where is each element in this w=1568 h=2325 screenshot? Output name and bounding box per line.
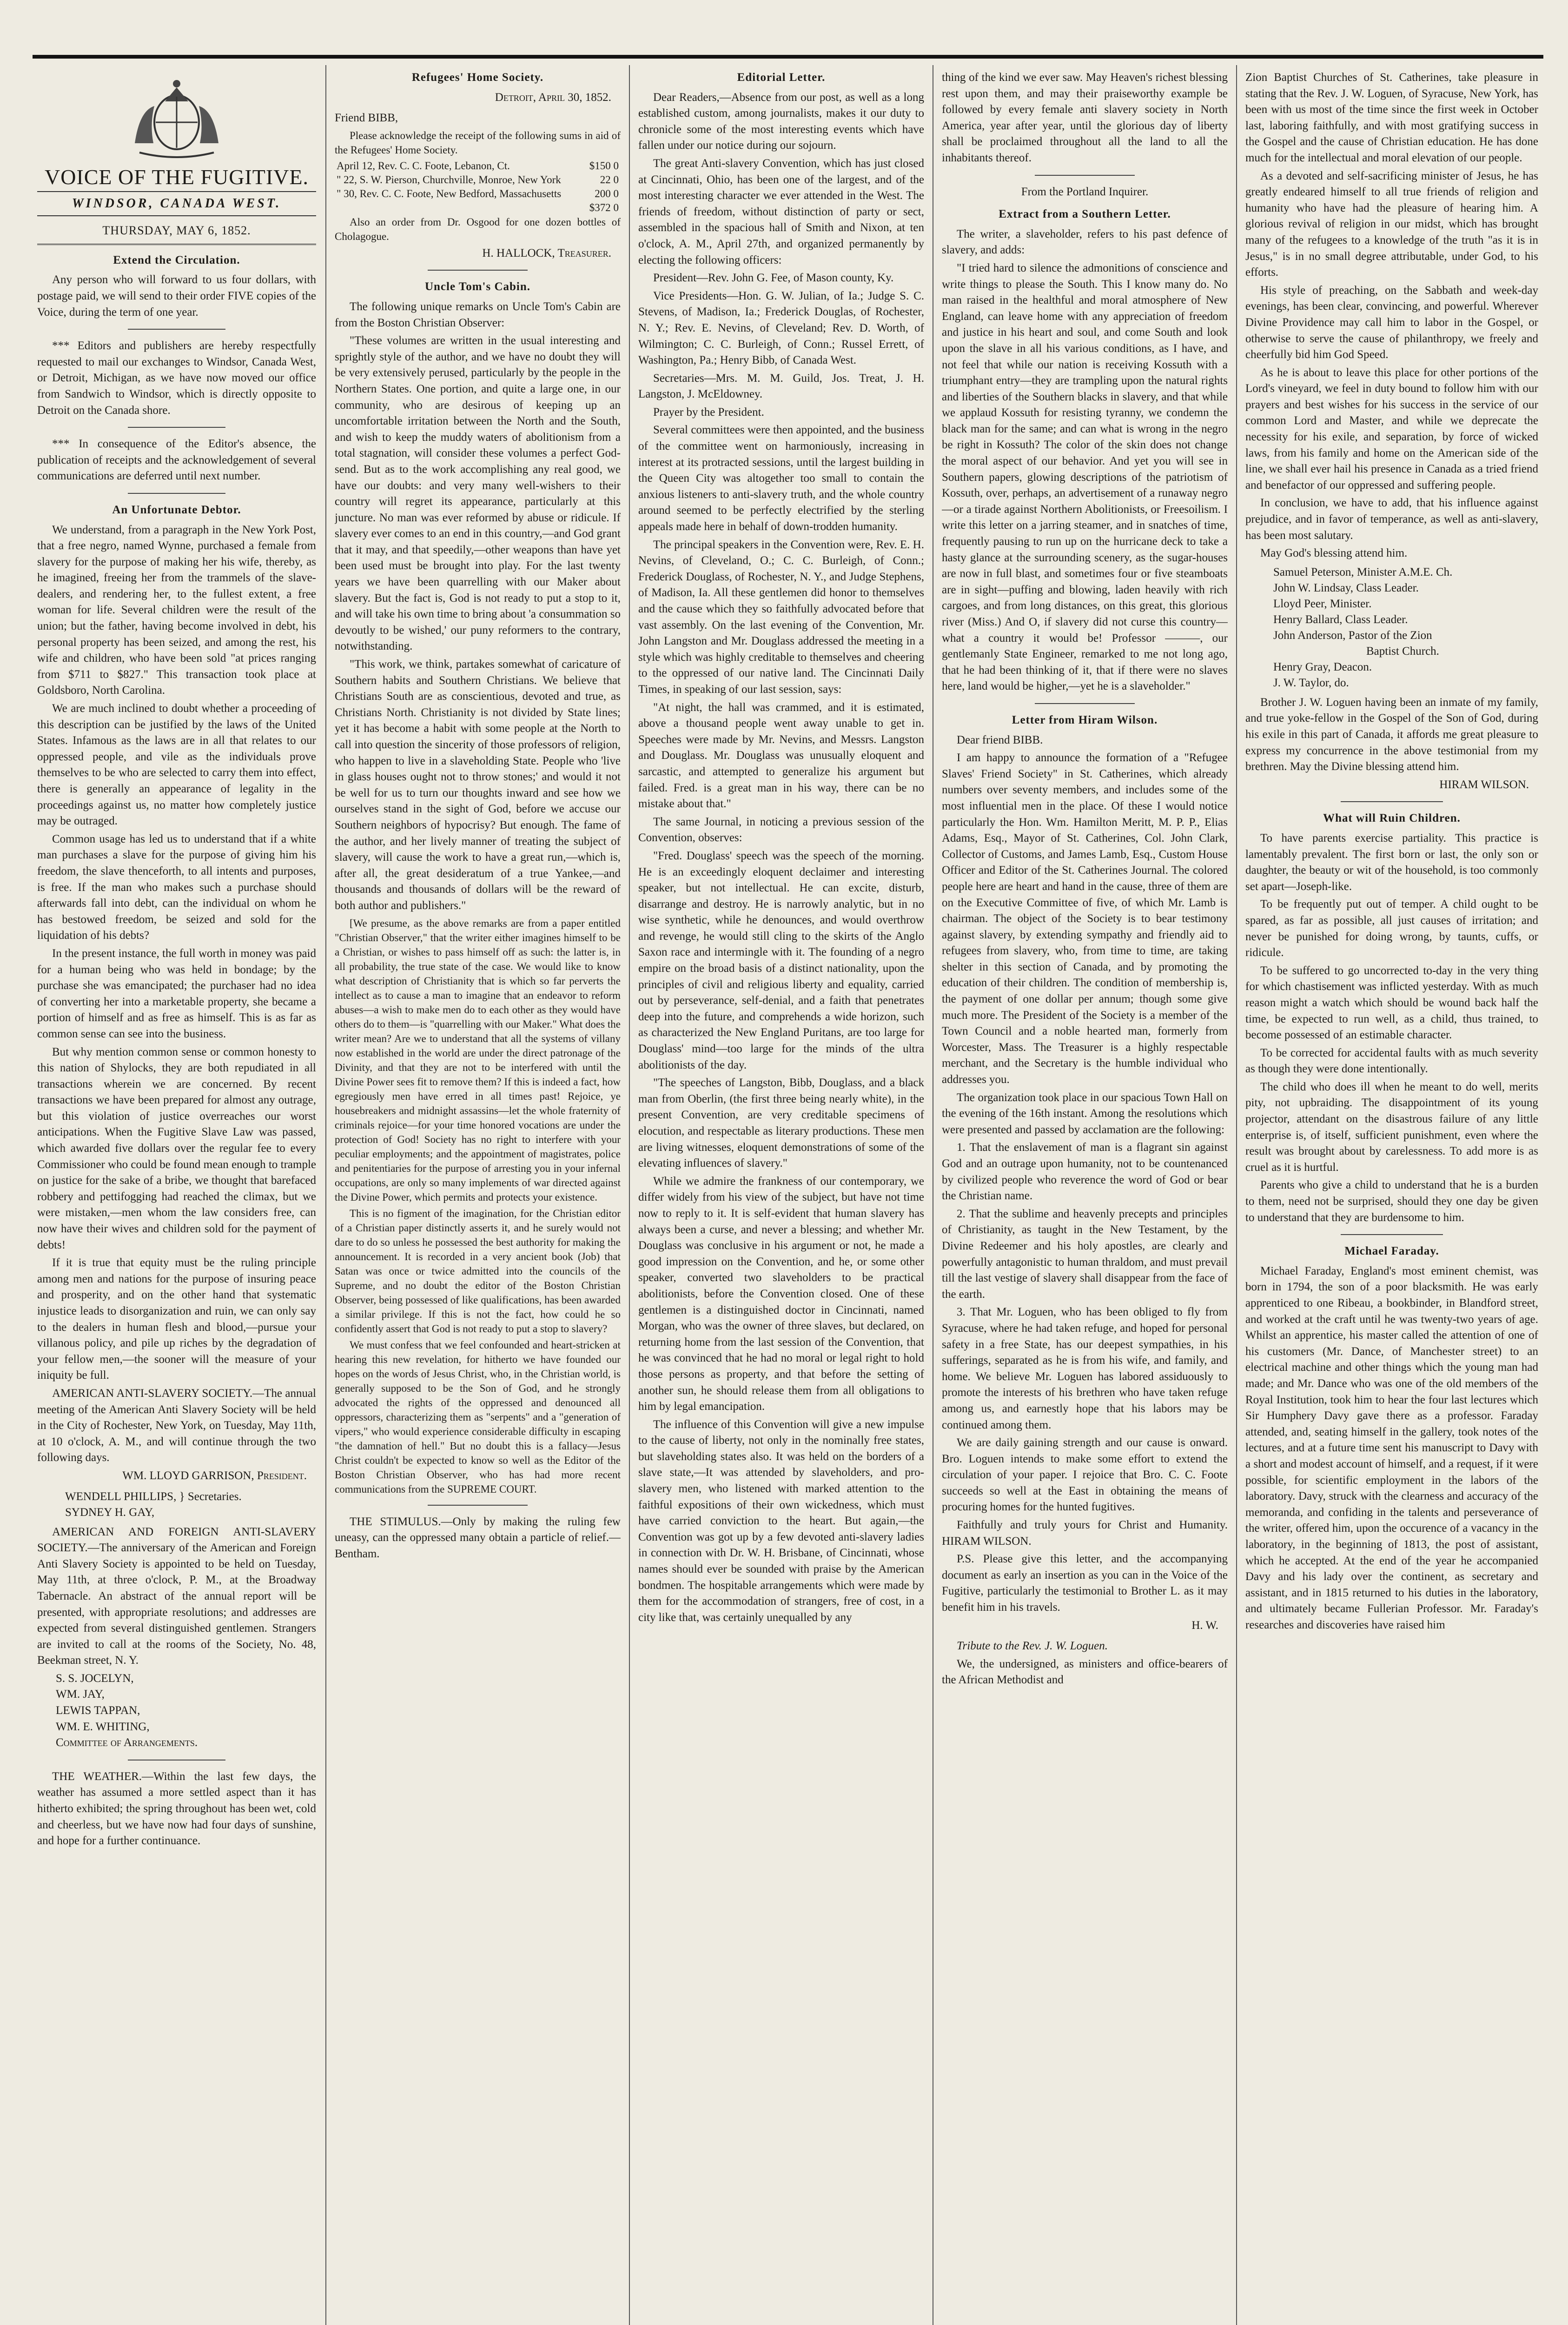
- paragraph: Vice Presidents—Hon. G. W. Julian, of Ia.; Judge S. C. Stevens, of Madison, Ia.; Frederick Douglas, of Rochester, N. Y.; Rev. E. Nevins, of Cleveland; Rev. D. Worth, of Wilmington; C. C. Burleigh, of Conn.; Russel Errett, of Washington, Pa.; Henry Bibb, of Canada West.: [638, 289, 924, 367]
- paragraph: *** Editors and publishers are hereby respectfully requested to mail our exchanges to Windsor, Canada West, or Detroit, Michigan, as we have now moved our office from Sandwich to Windsor, which is directly opposite to Detroit on the Canada shore.: [37, 339, 316, 417]
- paper-title: VOICE OF THE FUGITIVE.: [44, 165, 309, 189]
- paragraph: Prayer by the President.: [653, 405, 764, 418]
- paragraph: While we admire the frankness of our contemporary, we differ widely from his view of the subject, but have not time now to reply to it. It is self-evident that human slavery has always been a curse, and never a blessing; and whether Mr. Douglass was conclusive in his argument or not, he made a good impression on the Convention, and he, or some other speaker, converted two slaveholders to be practical abolitionists, before the Convention closed. One of these gentlemen is a distinguished doctor in Cincinnati, named Morgan, who was the owner of three slaves, but declared, on returning home from the last session of the Convention, that he was convinced that he had no moral or legal right to hold those persons as property, and that before the setting of another sun, he should release them from all obligations to him by legal emancipation.: [638, 1175, 924, 1413]
- paragraph: We are much inclined to doubt whether a proceeding of this description can be justified by the laws of the United States. Infamous as the laws are in all that relates to our oppressed people, and vile as the individuals prove themselves to be who are selected to carry them into effect, there is generally an appearance of legality in the proceedings against us, no matter how completely justice may be outraged.: [37, 702, 316, 828]
- signature-line: WENDELL PHILLIPS, } Secretaries.: [65, 1490, 242, 1503]
- divider: [1035, 175, 1135, 176]
- paragraph: The writer, a slaveholder, refers to his past defence of slavery, and adds:: [942, 227, 1228, 257]
- committee-list: [56, 1671, 316, 1751]
- paragraph: "I tried hard to silence the admonitions of conscience and write things to please the South. This I know many do. No man raised in the healthful and moral atmosphere of New England, can leave home with any appreciation of freedom and justice in his heart and soul, and come South and look upon the slave in all his various conditions, as I have, and not feel that while our nation is receiving Kossuth with a triumphant entry—they are trampling upon the natural rights and liberties of the Southern blacks in slavery, and that while we applaud Kossuth for resisting tyranny, we condemn the black man for the same; and can what is wrong in the negro be right in Kossuth? The color of the skin does not change the moral aspect of our behavior. And yet you will see in Southern papers, glowing descriptions of the patriotism of Kossuth, over, perhaps, an advertisement of a runaway negro—or a tirade against Northern Abolitionists, or Freesoilism. I write this letter on a jarring steamer, and in snatches of time, frequently pausing to run up on the hurricane deck to take a hasty glance at the surrounding scenery, as the sugar-houses are now in full blast, and sometimes four or five steamboats are in sight—puffing and blowing, laden heavily with rich cargoes, and from long distances, on this great, this glorious river (Miss.) And O, if slavery did not curse this country—what a country it would be! Professor ———, our gentlemanly State Engineer, remarked to me not long ago, that he had been thinking of it, that if there were no slaves here, land would be higher,—yet he is a slaveholder.": [942, 261, 1228, 693]
- paragraph: thing of the kind we ever saw. May Heaven's richest blessing rest upon them, and may their praiseworthy example be followed by every female anti slavery society in North America, year after year, until the glorious day of liberty shall be proclaimed throughout all the land to all the inhabitants thereof.: [942, 71, 1228, 164]
- paragraph: I am happy to announce the formation of a "Refugee Slaves' Friend Society" in St. Catherines, which already numbers over seventy members, and includes some of the most influential men in the place. Of these I would notice particularly the Hon. Wm. Hamilton Meritt, M. P. P., Elias Adams, Esq., Mayor of St. Catherines, Col. John Clark, Collector of Customs, and James Lamb, Esq., Custom House Officer and Editor of the St. Catherines Journal. The colored people here are heart and hand in the cause, three of them are on the Executive Committee of five, of which Mr. Lamb is chairman. The object of the Society is to bear testimony against slavery, by extending sympathy and friendly aid to refugees from slavery, who, from time to time, are taking shelter in this section of Canada, and by promoting the education of their children. The condition of membership is, the payment of one dollar per annum; though some give much more. The President of the Society is a member of the Town Council and a noble hearted man, formerly from Worcester, Mass. The Treasurer is a highly respectable merchant, and the Secretary is the humble individual who addresses you.: [942, 751, 1228, 1086]
- paragraph: To have parents exercise partiality. This practice is lamentably prevalent. The first born or last, the only son or daughter, the beauty or wit of the household, is too commonly set apart—Joseph-like.: [1245, 831, 1538, 893]
- paragraph: We understand, from a paragraph in the New York Post, that a free negro, named Wynne, purchased a female from slavery for the purpose of making her his wife, thereby, as he imagined, freeing her from the trammels of the slave-dealers, and rendering her, to the fullest extent, a free woman for life. Several children were the result of the union; but the father, having become involved in debt, his personal property has been seized, and among the rest, his wife and children, who have been sold "at prices ranging from $711 to $827." This transaction took place at Goldsboro, North Carolina.: [37, 523, 316, 697]
- paragraph: "These volumes are written in the usual interesting and sprightly style of the author, and we have no doubt they will be very extensively perused, particularly by the people in the Northern States. One portion, and quite a large one, in our community, who are desirous of keeping up an uncomfortable irritation between the North and the South, and wish to keep the muddy waters of abolitionism from a total stagnation, will consider these volumes a perfect God-send. But as to the work accomplishing any real good, we have our doubts: and very many well-wishers to their country will regret its appearance, particularly at this juncture. No man was ever reformed by abuse or ridicule. If slavery ever comes to an end in this country,—and God grant that it may, and that speedily,—other weapons than have yet been used must be brought into play. For the last twenty years we have been quarrelling with our Maker about slavery. But the fact is, God is not ready to put a stop to it, and will take his own time to bring about 'a consummation so devoutly to be wished,' our puny reformers to the contrary, notwithstanding.: [335, 334, 621, 653]
- royal-crest-icon: [121, 73, 232, 162]
- committee-name: WM. JAY,: [56, 1688, 105, 1701]
- signatory: Henry Gray, Deacon.: [1273, 660, 1372, 673]
- dateline: Detroit, April 30, 1852.: [495, 91, 611, 104]
- paragraph: Please acknowledge the receipt of the following sums in aid of the Refugees' Home Society.: [335, 129, 621, 156]
- signature: WM. LLOYD GARRISON, President.: [122, 1469, 307, 1482]
- issue-date: THURSDAY, MAY 6, 1852.: [37, 223, 316, 245]
- column-2: [335, 70, 621, 2325]
- paragraph: THE WEATHER.—Within the last few days, the weather has assumed a more settled aspect than it has hitherto exhibited; the spring throughout has been wet, cold and cheerless, but we have now had four days of sunshine, and hope for a further continuance.: [37, 1770, 316, 1847]
- divider: [428, 270, 528, 271]
- column-4: [942, 70, 1228, 2325]
- article-heading: Letter from Hiram Wilson.: [1012, 713, 1158, 726]
- divider: [128, 427, 225, 428]
- table-row: [335, 159, 621, 173]
- paragraph: His style of preaching, on the Sabbath and week-day evenings, has been clear, convincing, and powerful. Wherever Divine Providence may call him to labor in the Gospel, or otherwise to serve the cause of philanthropy, we freely and cheerfully bid him God Speed.: [1245, 284, 1538, 361]
- paragraph: In the present instance, the full worth in money was paid for a human being who was held in bondage; by the purchase she was emancipated; the purchaser had no idea of converting her into a marketable property, she became a portion of himself and as free as himself. This is as far as common sense can see into the business.: [37, 947, 316, 1040]
- divider: [428, 1505, 528, 1506]
- paragraph: P.S. Please give this letter, and the accompanying document as early an insertion as you can in the Voice of the Fugitive, particularly the testimonial to Brother L. as it may benefit him in his travels.: [942, 1553, 1228, 1614]
- signatory: Samuel Peterson, Minister A.M.E. Ch.: [1273, 565, 1453, 578]
- signature-block: [65, 1489, 316, 1521]
- signatory: Henry Ballard, Class Leader.: [1273, 613, 1408, 626]
- article-heading: Extract from a Southern Letter.: [999, 208, 1171, 221]
- divider: [128, 329, 225, 330]
- receipt-item: April 12, Rev. C. C. Foote, Lebanon, Ct.: [337, 159, 510, 172]
- paragraph: The great Anti-slavery Convention, which has just closed at Cincinnati, Ohio, has been one of the largest, and of the most interesting character we ever attended in the West. The friends of freedom, without distinction of party or sect, assembled in the spacious hall of Smith and Nixon, at ten o'clock, A. M., April 27th, and organized permanently by electing the following officers:: [638, 157, 924, 266]
- column-rule: [629, 65, 630, 2325]
- paragraph: Brother J. W. Loguen having been an inmate of my family, and true yoke-fellow in the Gospel of the Son of God, during his exile in this part of Canada, it affords me great pleasure to express my concurrence in the above testimonial from my brethren. May the Divine blessing attend him.: [1245, 696, 1538, 773]
- paragraph: 1. That the enslavement of man is a flagrant sin against God and an outrage upon humanity, not to be countenanced by civilized people who reverence the word of God or bear the Christian name.: [942, 1141, 1228, 1202]
- signature: HIRAM WILSON.: [1439, 778, 1529, 791]
- signatory: Lloyd Peer, Minister.: [1273, 597, 1372, 610]
- paragraph: 3. That Mr. Loguen, who has been obliged to fly from Syracuse, where he had taken refuge, and hoped for personal safety in a free State, has our deepest sympathies, in his sufferings, separated as he is from his wife, and family, and home. We believe Mr. Loguen has labored assiduously to promote the interests of his brethren who have taken refuge among us, and earnestly hope that his labors may be continued among them.: [942, 1306, 1228, 1431]
- paragraph: [We presume, as the above remarks are from a paper entitled "Christian Observer," that the writer either imagines himself to be a Christian, or wishes to pass himself off as such: the latter is, in all probability, the true state of the case. We would like to know what description of Christianity that is which so far perverts the intellect as to cause a man to imagine that an endeavor to reform abuses—a wish to make men do to each other as they would have others do to them—is "quarrelling with our Maker." What does the writer mean? Are we to understand that all the systems of villany now established in the world are under the direct patronage of the Divinity, and that they are not to be interfered with until the Divine Power sees fit to remove them? If this is indeed a fact, how egregiously men have erred in all times past! Rejoice, ye housebreakers and midnight assassins—let the whole fraternity of criminals rejoice—for your time honored vocations are under the protection of God! Society has no right to interfere with your peculiar employments; and the appointment of magistrates, police and penitentiaries for the purpose of arresting you in your infernal occupations, are only so many implements of war directed against the Divine Power, which permits and protects your existence.: [335, 917, 621, 1203]
- paragraph: President—Rev. John G. Fee, of Mason county, Ky.: [653, 272, 894, 285]
- paragraph: We are daily gaining strength and our cause is onward. Bro. Loguen intends to make some effort to extend the circulation of your paper. I rejoice that Bro. C. C. Foote succeeds so well at the East in obtaining the means of procuring homes for the hunted fugitives.: [942, 1436, 1228, 1514]
- divider: [1341, 801, 1443, 802]
- column-5: [1245, 70, 1538, 2325]
- paragraph: The organization took place in our spacious Town Hall on the evening of the 16th instant. Among the resolutions which were presented and passed by acclamation are the following:: [942, 1091, 1228, 1136]
- article-heading: Michael Faraday.: [1344, 1245, 1439, 1258]
- column-rule: [1236, 65, 1237, 2325]
- paragraph: If it is true that equity must be the ruling principle among men and nations for the purpose of insuring peace and prosperity, and on the other hand that systematic injustice leads to disorganization and ruin, we can only say to the dealers in human flesh and blood,—pursue your villanous policy, and pile up riches by the degradation of your fellow men,—the sooner will the measure of your iniquity be full.: [37, 1256, 316, 1382]
- signature: H. W.: [1191, 1619, 1218, 1632]
- paragraph: We must confess that we feel confounded and heart-stricken at hearing this new revelation, for hitherto we have founded our hopes on the words of Jesus Christ, who, in the Christian world, is generally supposed to be the Son of God, and he strongly advocated the rights of the oppressed and denounced all oppressors, characterizing them as "serpents" and a "generation of vipers," who would experience considerable difficulty in escaping "the damnation of hell." But no doubt this is a fallacy—Jesus Christ couldn't be expected to know so well as the Editor of the Boston Christian Observer, who has had more recent communications from the SUPREME COURT.: [335, 1339, 621, 1495]
- article-heading: What will Ruin Children.: [1323, 812, 1461, 825]
- paragraph: *** In consequence of the Editor's absence, the publication of receipts and the acknowledgement of several communications are deferred until next number.: [37, 438, 316, 483]
- paragraph: Zion Baptist Churches of St. Catherines, take pleasure in stating that the Rev. J. W. Loguen, of Syracuse, New York, has been with us most of the time since the first week in October last, laboring faithfully, and with most gratifying success in the Gospel and the cause of Christian education. He has done much for the intellectual and moral elevation of our people.: [1245, 71, 1538, 164]
- table-row: [335, 173, 621, 187]
- salutation: Dear friend BIBB.: [957, 733, 1043, 746]
- receipt-item: " 22, S. W. Pierson, Churchville, Monroe, New York: [337, 173, 561, 186]
- paragraph: Michael Faraday, England's most eminent chemist, was born in 1794, the son of a poor blacksmith. He was early apprenticed to one Ribeau, a bookbinder, in Blandford street, and worked at the craft until he was twenty-two years of age. Whilst an apprentice, his master called the attention of one of his customers (Mr. Dance, of Manchester street) to an electrical machine and other things which the young man had made; and Mr. Dance who was one of the old members of the Royal Institution, took him to hear the four last lectures which Sir Humphery Davy gave there as a professor. Faraday attended, and, seating himself in the gallery, took notes of the lectures, and at a future time sent his manuscript to Davy with a short and modest account of himself, and a request, if it were possible, for scientific employment in the labors of the laboratory. Davy, struck with the clearness and accuracy of the memoranda, and confiding in the talents and perseverance of the writer, offered him, upon the occurence of a vacancy in the laboratory, in the beginning of 1813, the post of assistant, which he accepted. At the end of the year he accompanied Davy and his lady over the continent, as secretary and assistant, and in 1815 returned to his duties in the laboratory, and ultimately became Fullerian Professor. Mr. Faraday's researches and discoveries have raised him: [1245, 1264, 1538, 1631]
- paragraph: To be suffered to go uncorrected to-day in the very thing for which chastisement was inflicted yesterday. With as much reason might a watch which should be wound back half the time, be expected to run well, as a child, thus trained, to become possessed of an estimable character.: [1245, 964, 1538, 1042]
- paragraph: This is no figment of the imagination, for the Christian editor of a Christian paper distinctly asserts it, and he surely would not dare to do so unless he possessed the best authority for making the announcement. It is recorded in a very ancient book (Job) that Satan was once or twice admitted into the councils of the Supreme, and no doubt the editor of the Boston Christian Observer, being possessed of like qualifications, has been awarded a similar privilege. If this is not the fact, how could he so confidently assert that God is not ready to put a stop to slavery?: [335, 1207, 621, 1335]
- paragraph: The principal speakers in the Convention were, Rev. E. H. Nevins, of Cleveland, O.; C. C. Burleigh, of Conn.; Frederick Douglass, of Rochester, N. Y., and Judge Stephens, of Madison, Ia. All these gentlemen did honor to themselves and the cause which they so faithfully advocated before that vast assembly. On the last evening of the Convention, Mr. John Langston and Mr. Douglass addressed the meeting in a style which was highly creditable to themselves and cheering to the oppressed of our native land. The Cincinnati Daily Times, in speaking of our last session, says:: [638, 538, 924, 696]
- receipt-item: [335, 201, 584, 215]
- committee-name: LEWIS TAPPAN,: [56, 1704, 140, 1717]
- receipt-amount: $150 0: [589, 159, 619, 172]
- paragraph: AMERICAN AND FOREIGN ANTI-SLAVERY SOCIETY.—The anniversary of the American and Foreign Anti Slavery Society is appointed to be held on Tuesday, May 11th, at three o'clock, P. M., at the Broadway Tabernacle. An abstract of the annual report will be presented, with appropriate resolutions; and addresses are expected from several distinguished gentlemen. Strangers are invited to call at the rooms of the Society, No. 48, Beekman street, N. Y.: [37, 1525, 316, 1667]
- receipt-amount: 22 0: [600, 173, 619, 186]
- paper-subtitle: WINDSOR, CANADA WEST.: [37, 191, 316, 217]
- divider: [128, 493, 225, 494]
- signatory: J. W. Taylor, do.: [1273, 676, 1349, 689]
- paragraph: Secretaries—Mrs. M. M. Guild, Jos. Treat, J. H. Langston, J. McEldowney.: [638, 372, 924, 401]
- committee-name: WM. E. WHITING,: [56, 1720, 150, 1733]
- paragraph: THE STIMULUS.—Only by making the ruling few uneasy, can the oppressed many obtain a particle of relief.—Bentham.: [335, 1515, 621, 1560]
- committee-name: Committee of Arrangements.: [56, 1736, 198, 1749]
- column-3: [638, 70, 924, 2325]
- paragraph: Dear Readers,—Absence from our post, as well as a long established custom, among journalists, makes it our duty to chronicle some of the most interesting events which have fallen under our notice during our sojourn.: [638, 91, 924, 152]
- signatories-list: [1273, 565, 1538, 691]
- receipts-table: [335, 159, 621, 215]
- paragraph: Common usage has led us to understand that if a white man purchases a slave for the purpose of giving him his freedom, the slave thenceforth, to all intents and purposes, is free. If the man who makes such a purchase should afterwards fall into debt, can the individual on whom he has bestowed freedom, be seized and sold for the liquidation of his debts?: [37, 832, 316, 942]
- article-heading: Extend the Circulation.: [113, 253, 240, 266]
- paragraph: Several committees were then appointed, and the business of the committee went on harmoniously, increasing in interest at its protracted sessions, until the largest building in the Queen City was altogether too small to contain the anxious listeners to anti-slavery truth, and the whole country around seemed to be perfectly electrified by the sterling appeals made here in behalf of down-trodden humanity.: [638, 424, 924, 533]
- article-heading: Refugees' Home Society.: [411, 71, 544, 84]
- column-1: [37, 70, 316, 2325]
- paragraph: "At night, the hall was crammed, and it is estimated, above a thousand people went away unable to get in. Speeches were made by Mr. Nevins, and Messrs. Langston and Douglass. Mr. Douglass was unusually eloquent and sarcastic, and attempted to generalize his argument but failed. Fred. is a great man in his way, there can be no mistake about that.": [638, 701, 924, 810]
- table-row: [335, 201, 621, 215]
- divider: [1035, 703, 1135, 704]
- paragraph: The child who does ill when he meant to do well, merits pity, not upbraiding. The disappointment of its young projector, attendant on the disastrous failure of any little enterprise is, of itself, sufficient punishment, even where the result was brought about by carelessness. To add more is as cruel as it is hurtful.: [1245, 1080, 1538, 1174]
- paragraph: Parents who give a child to understand that he is a burden to them, need not be surprised, should they one day be given to understand that they are burdensome to him.: [1245, 1179, 1538, 1224]
- paragraph: 2. That the sublime and heavenly precepts and principles of Christianity, as taught in the New Testament, by the Divine Redeemer and his holy apostles, are clearly and powerfully antagonistic to human thraldom, and must prevail till the last vestige of slavery shall disappear from the face of the earth.: [942, 1207, 1228, 1301]
- masthead: [37, 73, 316, 245]
- paragraph: But why mention common sense or common honesty to this nation of Shylocks, they are both repudiated in all transactions wherein we are concerned. By recent transactions we have been prepared for almost any outrage, but this violation of justice overreaches our worst anticipations. When the Fugitive Slave Law was passed, which awarded five dollars over the regular fee to every Commissioner who could be found mean enough to trample on justice for the sake of a bribe, we thought that barefaced robbery and pettifogging had reached the climax, but we were mistaken,—men whom the law considers free, can now have their wives and children sold for the payment of debts!: [37, 1045, 316, 1251]
- paragraph: Any person who will forward to us four dollars, with postage paid, we will send to their order FIVE copies of the Voice, during the term of one year.: [37, 273, 316, 319]
- top-rule: [33, 55, 1543, 59]
- article-heading: An Unfortunate Debtor.: [112, 503, 241, 516]
- paragraph: As a devoted and self-sacrificing minister of Jesus, he has greatly endeared himself to all true friends of religion and humanity who have had the pleasure of hearing him. A glorious revival of religion in our midst, which has brought many of the refugees to a knowledge of the truth "as it is in Jesus," is in no small degree attributable, under God, to his efforts.: [1245, 169, 1538, 279]
- salutation: Friend BIBB,: [335, 112, 398, 125]
- paragraph: May God's blessing attend him.: [1260, 547, 1408, 560]
- signature-line: SYDNEY H. GAY,: [65, 1506, 155, 1519]
- paragraph: The same Journal, in noticing a previous session of the Convention, observes:: [638, 815, 924, 844]
- article-heading: Editorial Letter.: [737, 71, 826, 84]
- paragraph: Faithfully and truly yours for Christ and Humanity. HIRAM WILSON.: [942, 1519, 1228, 1548]
- table-row: [335, 187, 621, 201]
- article-heading: Uncle Tom's Cabin.: [424, 280, 531, 293]
- signatory: Baptist Church.: [1366, 644, 1439, 658]
- divider: [1341, 1234, 1443, 1235]
- source-credit: From the Portland Inquirer.: [1021, 185, 1149, 198]
- receipt-item: " 30, Rev. C. C. Foote, New Bedford, Massachusetts: [337, 187, 562, 199]
- paragraph: Tribute to the Rev. J. W. Loguen.: [957, 1640, 1108, 1653]
- paragraph: The influence of this Convention will give a new impulse to the cause of liberty, not only in the nominally free states, but slaveholding states also. It was held on the borders of a slave state,—It was attended by slaveholders, and pro-slavery men, who listened with marked attention to the faithful expositions of their own wickedness, which must have carried conviction to the heart. But again,—the Convention was got up by a few devoted anti-slavery ladies in connection with Dr. W. H. Brisbane, of Cincinnati, whose names should ever be sounded with praise by the American bondmen. The hospitable arrangements which were made by them for the accommodation of strangers, free of cost, in a city like that, was certainly unequalled by any: [638, 1418, 924, 1624]
- committee-name: S. S. JOCELYN,: [56, 1672, 134, 1685]
- paragraph: To be corrected for accidental faults with as much severity as though they were done intentionally.: [1245, 1046, 1538, 1076]
- paragraph: The following unique remarks on Uncle Tom's Cabin are from the Boston Christian Observer:: [335, 300, 621, 329]
- receipt-amount: 200 0: [595, 187, 619, 199]
- paragraph: "This work, we think, partakes somewhat of caricature of Southern habits and Southern Christians. We believe that Christians South are as conscientious, devoted and true, as Christians North. Christianity is not divided by State lines; yet it has become a habit with some people at the North to call into question the sincerity of those professors of religion, who happen to live in a slaveholding State. People who 'live in glass houses ought not to throw stones;' and would it not be well for us to turn our thoughts inward and see how we ourselves stand in the sight of God, before we accuse our Southern neighbors of hypocrisy? But enough. The fame of the author, and her lively manner of treating the subject of slavery, will cause the work to have a great run,—which is, after all, the great desideratum of a true Yankee,—and thousands and thousands of dollars will be the reward of both author and publishers.": [335, 658, 621, 912]
- signature: H. HALLOCK, Treasurer.: [482, 246, 611, 259]
- signatory: John Anderson, Pastor of the Zion: [1273, 629, 1432, 642]
- paragraph: "Fred. Douglass' speech was the speech of the morning. He is an exceedingly eloquent declaimer and interesting speaker, but not intellectual. He can excite, disturb, disarrange and destroy. He is narrowly analytic, but in no wise synthetic, while he denounces, and would overthrow and revenge, he would still cling to the skirts of the Anglo Saxon race and intermingle with it. The founding of a negro empire on the broad basis of a distinct nationality, upon the principles of civil and religious liberty and equality, carried out by perseverance, self-denial, and a faith that penetrates deep into the future, and comprehends a wide horizon, such as characterized the New England Puritans, are too large for Douglass' mind—too large for the minds of the ultra abolitionists of the day.: [638, 849, 924, 1071]
- paragraph: To be frequently put out of temper. A child ought to be spared, as far as possible, all just causes of irritation; and never be punished for doing wrong, by taunts, cuffs, or ridicule.: [1245, 898, 1538, 959]
- paragraph: AMERICAN ANTI-SLAVERY SOCIETY.—The annual meeting of the American Anti Slavery Society will be held in the City of Rochester, New York, on Tuesday, May 11th, at 10 o'clock, A. M., and will continue through the two following days.: [37, 1387, 316, 1464]
- paragraph: As he is about to leave this place for other portions of the Lord's vineyard, we feel in duty bound to follow him with our prayers and best wishes for his success in the service of our common Lord and Master, and while we deprecate the necessity for his exile, and separation, by force of wicked laws, from his family and home on the American side of the line, we shall ever hail his presence in Canada as a tried friend and benefactor of our oppressed and suffering people.: [1245, 366, 1538, 492]
- paragraph: In conclusion, we have to add, that his influence against prejudice, and in favor of temperance, as well as anti-slavery, has been most salutary.: [1245, 497, 1538, 542]
- paragraph: We, the undersigned, as ministers and office-bearers of the African Methodist and: [942, 1657, 1228, 1687]
- paragraph: Also an order from Dr. Osgood for one dozen bottles of Cholagogue.: [335, 216, 621, 242]
- paragraph: "The speeches of Langston, Bibb, Douglass, and a black man from Oberlin, (the first three being nearly white), in the present Convention, are very creditable specimens of elocution, and respectable as literary productions. These men are living witnesses, eloquent demonstrations of some of the elevating influences of slavery.": [638, 1076, 924, 1170]
- column-rule: [325, 65, 326, 2325]
- receipt-total: $372 0: [589, 201, 619, 213]
- signatory: John W. Lindsay, Class Leader.: [1273, 581, 1419, 594]
